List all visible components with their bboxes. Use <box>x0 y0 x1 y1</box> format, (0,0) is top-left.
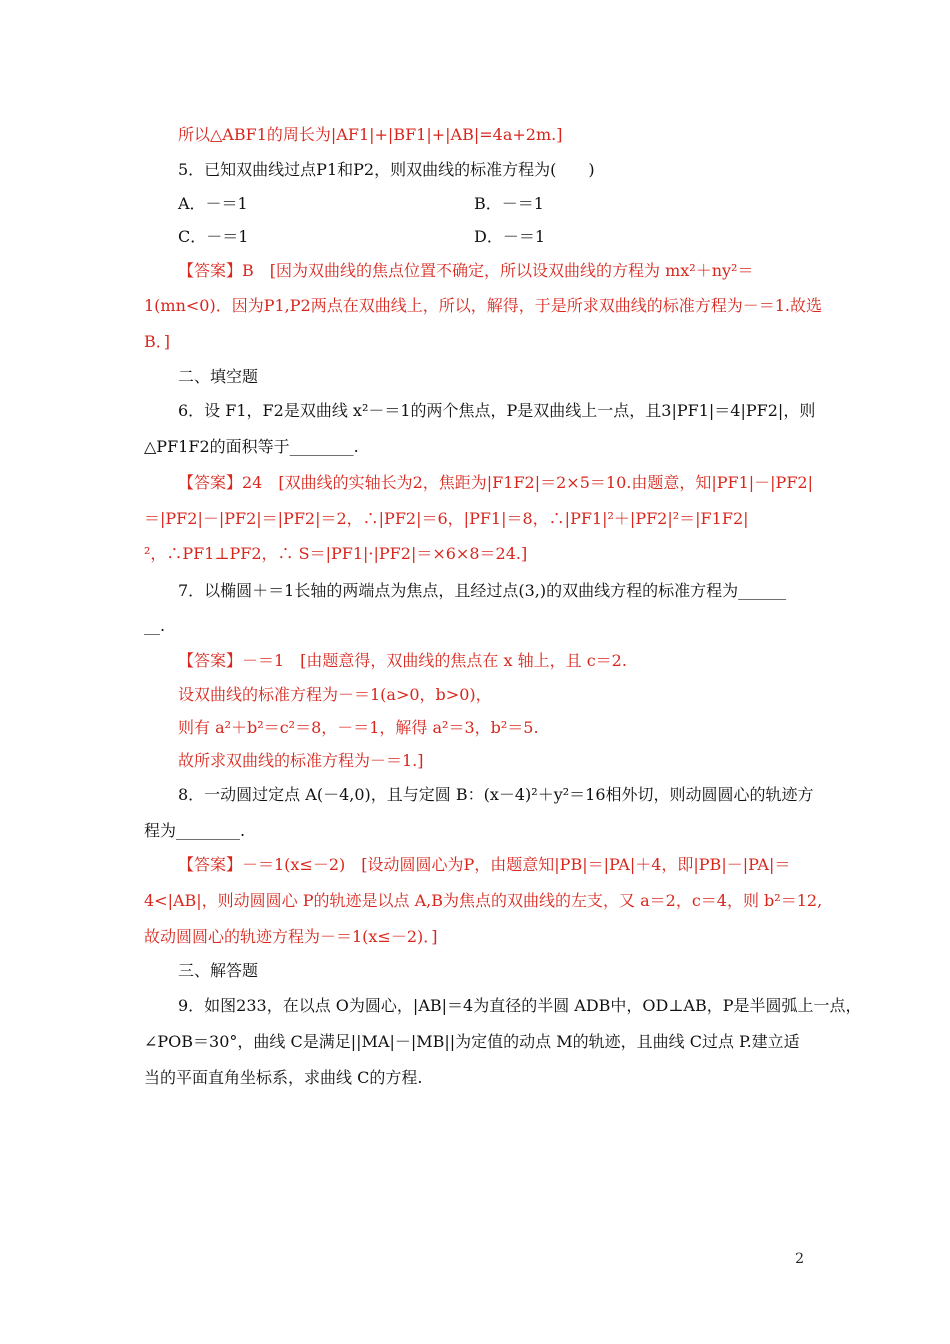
q7-answer-line-1: 【答案】－＝1 [由题意得，双曲线的焦点在 x 轴上，且 c＝2. <box>178 651 627 670</box>
q5-option-d: D．－＝1 <box>474 227 546 246</box>
q7-answer-line-3: 则有 a²＋b²＝c²＝8，－＝1，解得 a²＝3，b²＝5. <box>178 718 539 737</box>
q5-answer-line-1: 【答案】B [因为双曲线的焦点位置不确定，所以设双曲线的方程为 mx²＋ny²＝ <box>178 261 754 280</box>
q8-answer-line-2: 4<|AB|，则动圆圆心 P的轨迹是以点 A,B为焦点的双曲线的左支，又 a＝2，c＝4，则 b²＝12, <box>144 891 823 910</box>
page-number: 2 <box>795 1251 804 1267</box>
q7-answer-line-4: 故所求双曲线的标准方程为－＝1.] <box>178 751 424 770</box>
q7-question-line-2: __. <box>144 616 166 635</box>
q6-answer-line-1: 【答案】24 [双曲线的实轴长为2，焦距为|F1F2|＝2×5＝10.由题意，知|PF1|－|PF2| <box>178 473 813 492</box>
section-solve: 三、解答题 <box>178 961 259 980</box>
q6-question-line-2: △PF1F2的面积等于________. <box>144 437 359 456</box>
q9-question-line-2: ∠POB＝30°，曲线 C是满足||MA|－|MB||为定值的动点 M的轨迹，且曲线 C过点 P.建立适 <box>144 1032 800 1051</box>
q7-answer-line-2: 设双曲线的标准方程为－＝1(a>0，b>0)， <box>178 685 492 704</box>
q5-answer-line-3: B．] <box>144 332 171 351</box>
section-fill-in: 二、填空题 <box>178 367 259 386</box>
q6-question-line-1: 6．设 F1，F2是双曲线 x²－＝1的两个焦点，P是双曲线上一点，且3|PF1|＝4|PF2|，则 <box>178 401 816 420</box>
q7-question-line-1: 7．以椭圆＋＝1长轴的两端点为焦点，且经过点(3,)的双曲线方程的标准方程为______ <box>178 581 787 600</box>
q8-answer-line-1: 【答案】－＝1(x≤－2) [设动圆圆心为P，由题意知|PB|＝|PA|＋4，即|PB|－|PA|＝ <box>178 855 791 874</box>
q5-question: 5．已知双曲线过点P1和P2，则双曲线的标准方程为( ) <box>178 160 595 179</box>
q9-question-line-3: 当的平面直角坐标系，求曲线 C的方程. <box>144 1068 423 1087</box>
q6-answer-line-2: ＝|PF2|－|PF2|＝|PF2|＝2，∴|PF2|＝6，|PF1|＝8，∴|PF1|²＋|PF2|²＝|F1F2| <box>144 509 749 528</box>
q5-option-b: B．－＝1 <box>474 194 544 213</box>
q5-option-c: C．－＝1 <box>178 227 249 246</box>
q9-question-line-1: 9．如图233，在以点 O为圆心，|AB|＝4为直径的半圆 ADB中，OD⊥AB，P是半圆弧上一点， <box>178 996 862 1015</box>
q6-answer-line-3: ²，∴PF1⊥PF2，∴ S＝|PF1|·|PF2|＝×6×8＝24.] <box>144 544 528 563</box>
q8-question-line-1: 8．一动圆过定点 A(－4,0)，且与定圆 B：(x－4)²＋y²＝16相外切，则动圆圆心的轨迹方 <box>178 785 814 804</box>
q8-question-line-2: 程为________. <box>144 821 246 840</box>
q8-answer-line-3: 故动圆圆心的轨迹方程为－＝1(x≤－2)．] <box>144 927 438 946</box>
q4-answer-tail: 所以△ABF1的周长为|AF1|+|BF1|+|AB|=4a+2m.] <box>178 125 563 144</box>
q5-option-a: A．－＝1 <box>178 194 248 213</box>
q5-answer-line-2: 1(mn<0)．因为P1,P2两点在双曲线上，所以，解得，于是所求双曲线的标准方程为－＝1.故选 <box>144 296 822 315</box>
